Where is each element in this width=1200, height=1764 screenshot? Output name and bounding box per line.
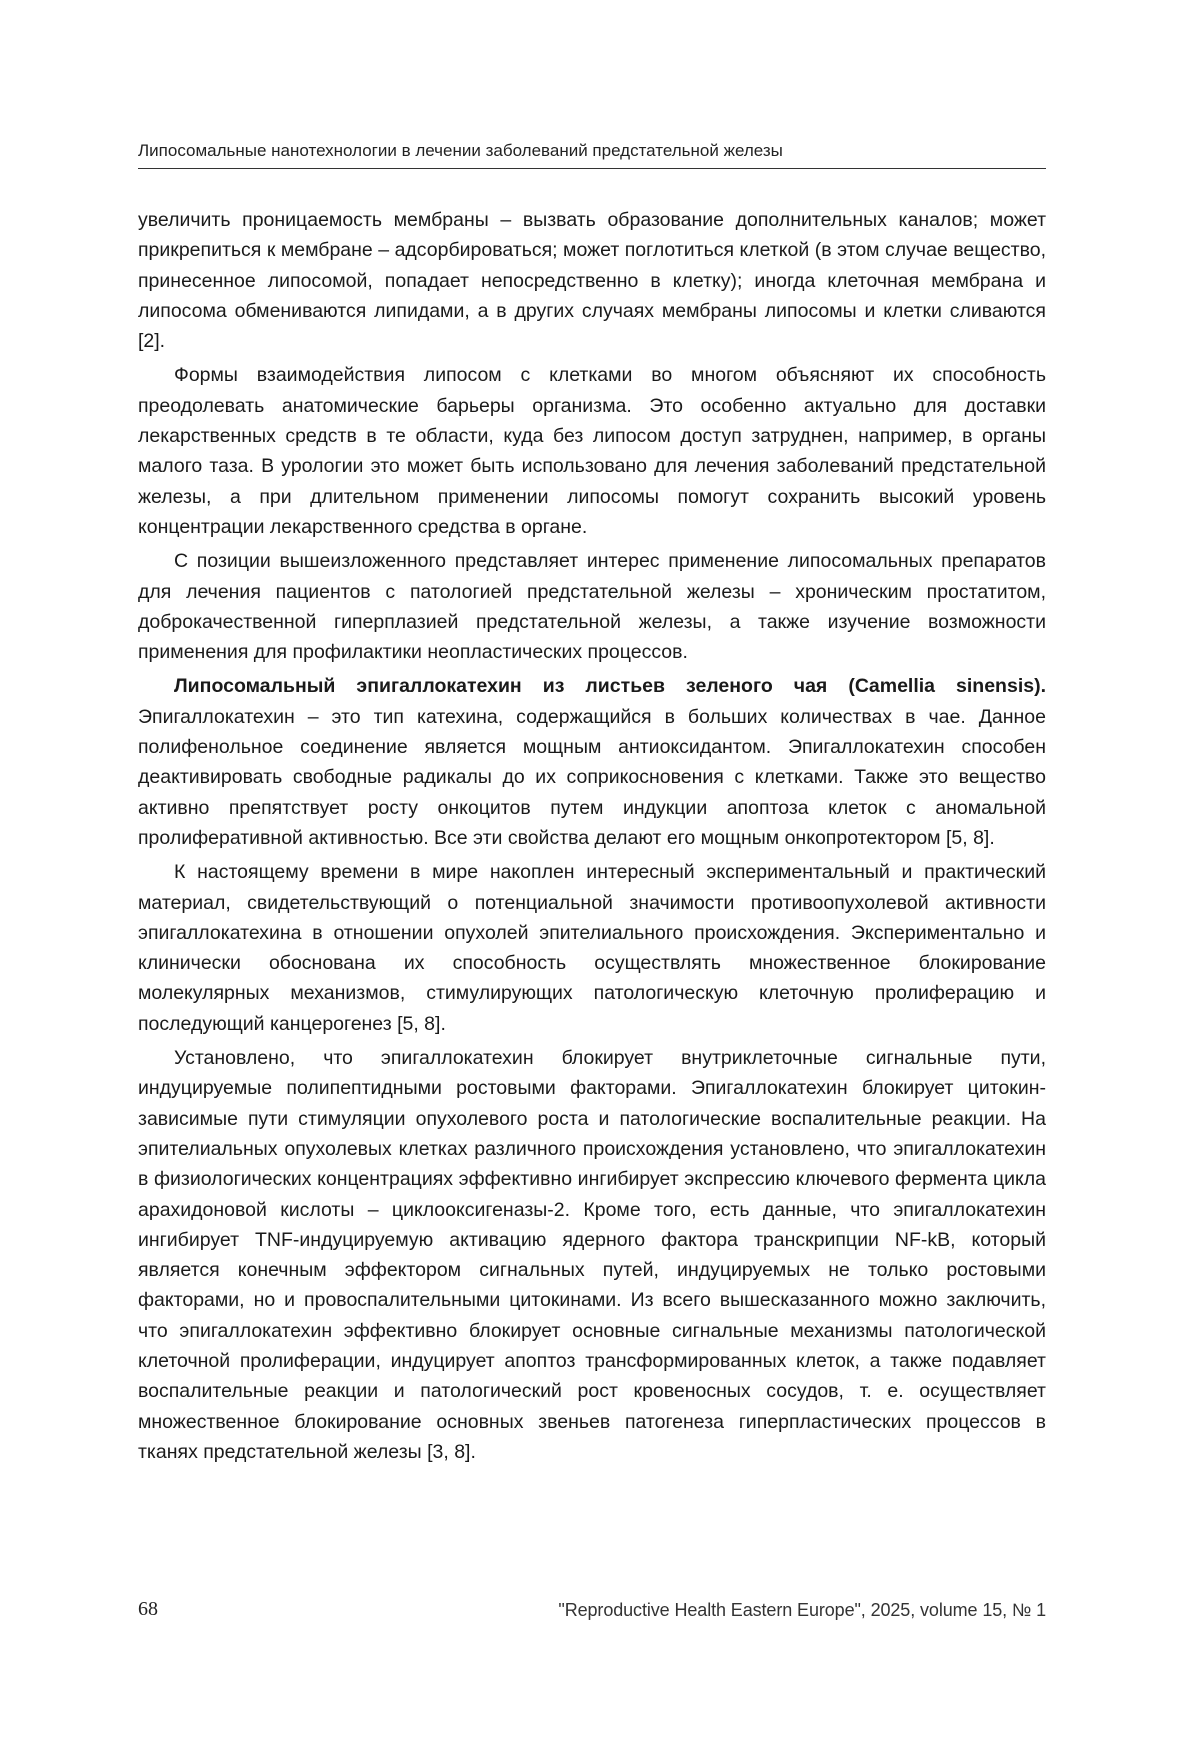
body-paragraph: К настоящему времени в мире накоплен интересный экспериментальный и практический материал, свидетельствующий о потенциальной значимости противоопухолевой активности эпигаллокатехина в отношении опухолей эпителиального происхождения. Экспериментально и клинически обоснована их способность осуществлять множественное блокирование молекулярных механизмов, стимулирующих патологическую клеточную пролиферацию и последующий канцерогенез [5, 8]. — [138, 861, 1046, 1035]
page-number: 68 — [138, 1598, 158, 1620]
body-paragraph: Формы взаимодействия липосом с клетками во многом объясняют их способность преодолевать анатомические барьеры организма. Это особенно актуально для доставки лекарственных средств в те области, куда без липосом доступ затруднен, например, в органы малого таза. В урологии это может быть использовано для лечения заболеваний предстательной железы, а при длительном применении липосомы помогут сохранить высокий уровень концентрации лекарственного средства в органе. — [138, 364, 1046, 538]
body-paragraph: увеличить проницаемость мембраны – вызвать образование дополнительных каналов; может прикрепиться к мембране – адсорбироваться; может поглотиться клеткой (в этом случае вещество, принесенное липосомой, попадает непосредственно в клетку); иногда клеточная мембрана и липосома обмениваются липидами, а в других случаях мембраны липосомы и клетки сливаются [2]. — [138, 209, 1046, 353]
paragraph-text: Эпигаллокатехин – это тип катехина, содержащийся в больших количествах в чае. Данное полифенольное соединение является мощным антиоксидантом. Эпигаллокатехин способен деактивировать свободные радикалы до их соприкосновения с клетками. Также это вещество активно препятствует росту онкоцитов путем индукции апоптоза клеток с аномальной пролиферативной активностью. Все эти свойства делают его мощным онкопротектором [5, 8]. — [138, 705, 1046, 849]
article-body — [138, 205, 1046, 1471]
body-paragraph: Установлено, что эпигаллокатехин блокирует внутриклеточные сигнальные пути, индуцируемые полипептидными ростовыми факторами. Эпигаллокатехин блокирует цитокин-зависимые пути стимуляции опухолевого роста и патологические воспалительные реакции. На эпителиальных опухолевых клетках различного происхождения установлено, что эпигаллокатехин в физиологических концентрациях эффективно ингибирует экспрессию ключевого фермента цикла арахидоновой кислоты – циклооксигеназы-2. Кроме того, есть данные, что эпигаллокатехин ингибирует TNF-индуцируемую активацию ядерного фактора транскрипции NF-kB, который является конечным эффектором сигнальных путей, индуцируемых не только ростовыми факторами, но и провоспалительными цитокинами. Из всего вышесказанного можно заключить, что эпигаллокатехин эффективно блокирует основные сигнальные механизмы патологической клеточной пролиферации, индуцирует апоптоз трансформированных клеток, а также подавляет воспалительные реакции и патологический рост кровеносных сосудов, т. е. осуществляет множественное блокирование основных звеньев патогенеза гиперпластических процессов в тканях предстательной железы [3, 8]. — [138, 1047, 1046, 1463]
body-paragraph-with-lead — [138, 671, 1046, 853]
journal-reference: "Reproductive Health Eastern Europe", 2025, volume 15, № 1 — [558, 1600, 1046, 1620]
running-header-title: Липосомальные нанотехнологии в лечении заболеваний предстательной железы — [138, 140, 1046, 169]
body-paragraph: С позиции вышеизложенного представляет интерес применение липосомальных препаратов для лечения пациентов с патологией предстательной железы – хроническим простатитом, доброкачественной гиперплазией предстательной железы, а также изучение возможности применения для профилактики неопластических процессов. — [138, 550, 1046, 664]
section-lead-heading: Липосомальный эпигаллокатехин из листьев зеленого чая (Camellia sinensis). — [174, 675, 1046, 698]
